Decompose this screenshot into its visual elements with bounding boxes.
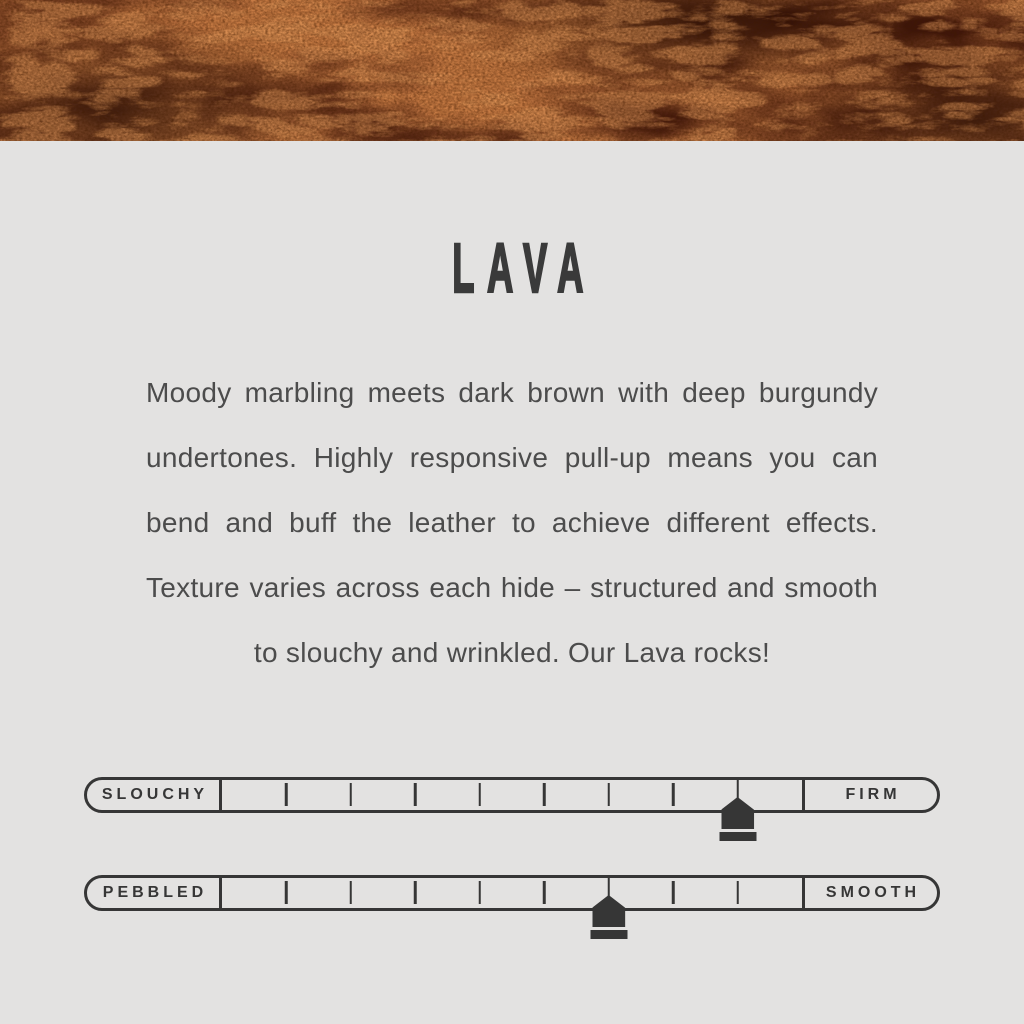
scale-tick [736, 881, 739, 904]
marker-stem [607, 878, 610, 897]
scale-tick [607, 783, 610, 806]
texture-scale-marker [590, 878, 628, 942]
leather-texture-image [0, 0, 1024, 141]
firmness-scale-right-cap [802, 780, 937, 810]
description-line: Moody marbling meets dark brown with deep burgundy [146, 377, 878, 408]
texture-scale-track [222, 878, 802, 908]
description-paragraph [146, 360, 878, 685]
scale-tick [285, 881, 288, 904]
description-line: Texture varies across each hide – structured and smooth [146, 572, 878, 603]
scale-tick [479, 881, 482, 904]
scale-tick [672, 881, 675, 904]
leather-swatch-photo [0, 0, 1024, 141]
scale-tick [672, 783, 675, 806]
texture-scale-left-cap [87, 878, 222, 908]
description-line: to slouchy and wrinkled. Our Lava rocks! [253, 637, 771, 668]
firmness-scale-left-cap [87, 780, 222, 810]
marker-pointer-icon [721, 797, 754, 829]
scale-tick [414, 881, 417, 904]
scale-tick [543, 783, 546, 806]
description-line: undertones. Highly responsive pull-up means you can [146, 442, 878, 473]
scale-tick [543, 881, 546, 904]
marker-base [719, 832, 756, 841]
marker-stem [736, 780, 739, 799]
page-title [0, 229, 1024, 307]
texture-scale [84, 875, 940, 911]
firmness-scale-left-label: SLOUCHY [101, 786, 209, 803]
marker-base [590, 930, 627, 939]
description-line: bend and buff the leather to achieve different effects. [146, 507, 878, 538]
firmness-scale-track [222, 780, 802, 810]
firmness-scale-marker [719, 780, 757, 844]
scale-tick [350, 783, 353, 806]
marker-pointer-icon [592, 895, 625, 927]
firmness-scale-right-label: FIRM [845, 786, 901, 803]
scale-tick [414, 783, 417, 806]
texture-scale-right-cap [802, 878, 937, 908]
texture-scale-left-label: PEBBLED [102, 884, 208, 901]
page-title-text: LAVA [452, 229, 596, 307]
scale-tick [479, 783, 482, 806]
scale-tick [285, 783, 288, 806]
firmness-scale [84, 777, 940, 813]
texture-scale-right-label: SMOOTH [825, 884, 921, 901]
scale-tick [350, 881, 353, 904]
